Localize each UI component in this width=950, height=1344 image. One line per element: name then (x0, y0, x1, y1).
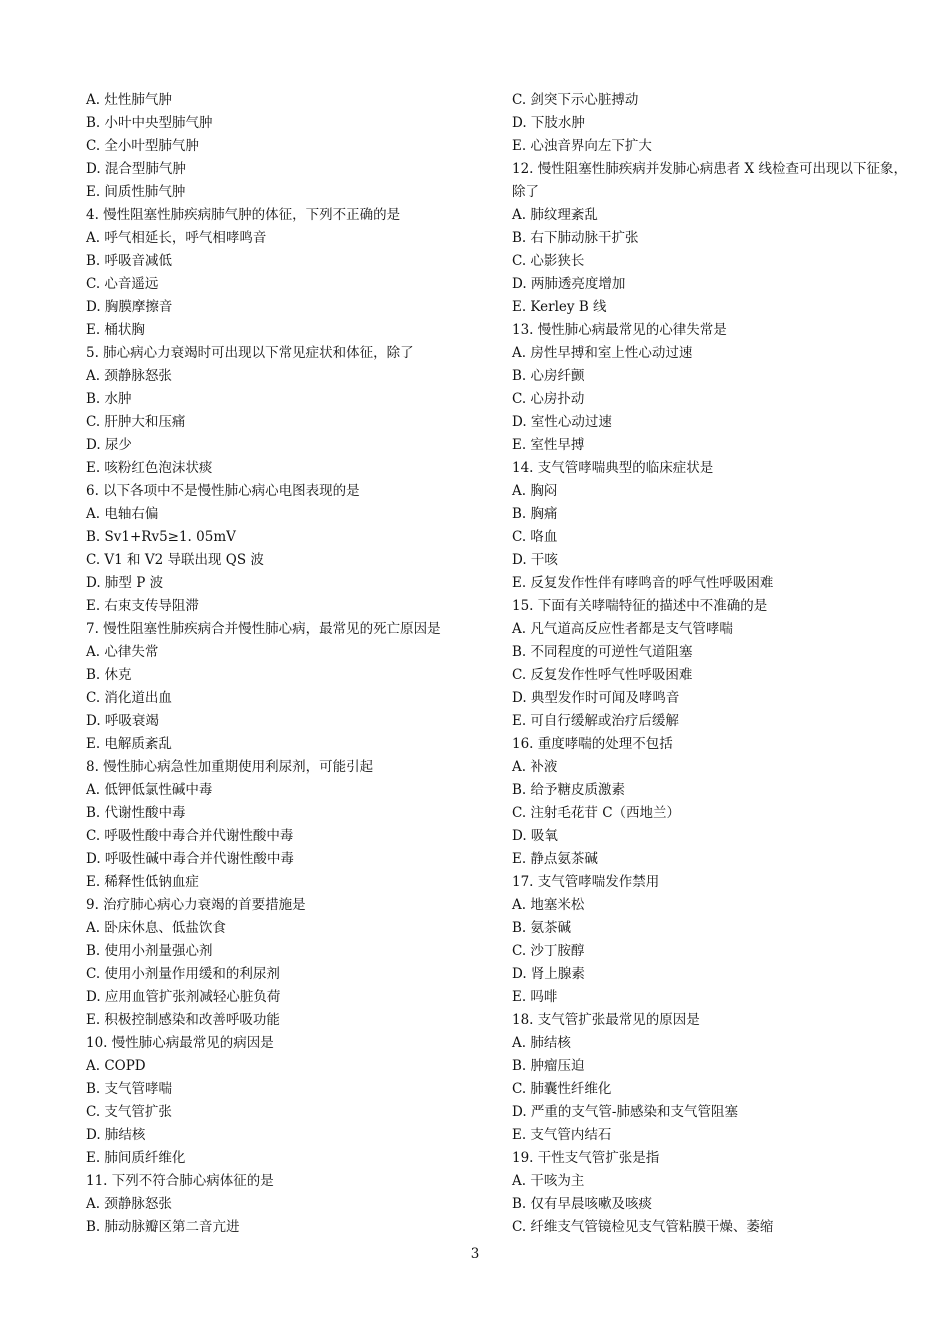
answer-option: C. 支气管扩张 (86, 1104, 172, 1120)
question-text: 7. 慢性阻塞性肺疾病合并慢性肺心病，最常见的死亡原因是 (86, 621, 441, 637)
answer-option: D. 下肢水肿 (512, 115, 585, 131)
answer-option: B. 代谢性酸中毒 (86, 805, 186, 821)
question-text: 10. 慢性肺心病最常见的病因是 (86, 1035, 274, 1051)
answer-option: C. 沙丁胺醇 (512, 943, 585, 959)
answer-option: A. 房性早搏和室上性心动过速 (512, 345, 693, 361)
answer-option: B. 给予糖皮质激素 (512, 782, 626, 798)
answer-option: B. Sv1+Rv5≥1. 05mV (86, 529, 236, 545)
answer-option: D. 典型发作时可闻及哮鸣音 (512, 690, 680, 706)
answer-option: C. 呼吸性酸中毒合并代谢性酸中毒 (86, 828, 294, 844)
question-text: 5. 肺心病心力衰竭时可出现以下常见症状和体征，除了 (86, 345, 414, 361)
answer-option: B. 氨茶碱 (512, 920, 572, 936)
answer-option: C. 肺囊性纤维化 (512, 1081, 612, 1097)
answer-option: B. 心房纤颤 (512, 368, 585, 384)
answer-option: D. 干咳 (512, 552, 558, 568)
answer-option: A. 干咳为主 (512, 1173, 585, 1189)
question-text: 4. 慢性阻塞性肺疾病肺气肿的体征，下列不正确的是 (86, 207, 401, 223)
question-text: 16. 重度哮喘的处理不包括 (512, 736, 673, 752)
answer-option: A. 肺结核 (512, 1035, 571, 1051)
answer-option: A. 地塞米松 (512, 897, 585, 913)
answer-option: A. 卧床休息、低盐饮食 (86, 920, 226, 936)
answer-option: B. 肺动脉瓣区第二音亢进 (86, 1219, 240, 1235)
answer-option: E. 积极控制感染和改善呼吸功能 (86, 1012, 280, 1028)
question-text: 17. 支气管哮喘发作禁用 (512, 874, 660, 890)
answer-option: B. 水肿 (86, 391, 132, 407)
answer-option: A. 心律失常 (86, 644, 159, 660)
answer-option: E. 支气管内结石 (512, 1127, 612, 1143)
left-column (86, 89, 486, 1239)
answer-option: A. 呼气相延长，呼气相哮鸣音 (86, 230, 267, 246)
answer-option: D. 肾上腺素 (512, 966, 585, 982)
answer-option: A. 颈静脉怒张 (86, 1196, 172, 1212)
answer-option: A. 胸闷 (512, 483, 558, 499)
answer-option: E. 心浊音界向左下扩大 (512, 138, 652, 154)
answer-option: C. 使用小剂量作用缓和的利尿剂 (86, 966, 280, 982)
answer-option: E. 肺间质纤维化 (86, 1150, 186, 1166)
answer-option: D. 肺型 P 波 (86, 575, 164, 591)
question-text: 12. 慢性阻塞性肺疾病并发肺心病患者 X 线检查可出现以下征象，除了 (512, 161, 907, 200)
answer-option: B. 肿瘤压迫 (512, 1058, 585, 1074)
answer-option: C. 全小叶型肺气肿 (86, 138, 199, 154)
answer-option: C. 注射毛花苷 C（西地兰） (512, 805, 681, 821)
question-text: 18. 支气管扩张最常见的原因是 (512, 1012, 700, 1028)
answer-option: E. Kerley B 线 (512, 299, 607, 315)
answer-option: E. 静点氨茶碱 (512, 851, 598, 867)
answer-option: D. 呼吸性碱中毒合并代谢性酸中毒 (86, 851, 294, 867)
answer-option: C. 反复发作性呼气性呼吸困难 (512, 667, 693, 683)
answer-option: C. 心影狭长 (512, 253, 585, 269)
answer-option: B. 休克 (86, 667, 132, 683)
answer-option: B. 不同程度的可逆性气道阻塞 (512, 644, 693, 660)
answer-option: E. 右束支传导阻滞 (86, 598, 199, 614)
answer-option: B. 仅有早晨咳嗽及咳痰 (512, 1196, 653, 1212)
answer-option: E. 室性早搏 (512, 437, 585, 453)
answer-option: C. 心音遥远 (86, 276, 159, 292)
answer-option: C. 心房扑动 (512, 391, 585, 407)
answer-option: C. 剑突下示心脏搏动 (512, 92, 639, 108)
answer-option: E. 间质性肺气肿 (86, 184, 186, 200)
answer-option: A. 凡气道高反应性者都是支气管哮喘 (512, 621, 733, 637)
answer-option: E. 电解质紊乱 (86, 736, 172, 752)
answer-option: C. 纤维支气管镜检见支气管粘膜干燥、萎缩 (512, 1219, 774, 1235)
answer-option: C. 肝肿大和压痛 (86, 414, 186, 430)
answer-option: E. 可自行缓解或治疗后缓解 (512, 713, 679, 729)
answer-option: E. 反复发作性伴有哮鸣音的呼气性呼吸困难 (512, 575, 774, 591)
answer-option: A. 补液 (512, 759, 558, 775)
answer-option: B. 呼吸音减低 (86, 253, 173, 269)
answer-option: B. 右下肺动脉干扩张 (512, 230, 639, 246)
answer-option: E. 咳粉红色泡沫状痰 (86, 460, 213, 476)
answer-option: B. 胸痛 (512, 506, 558, 522)
answer-option: C. 消化道出血 (86, 690, 172, 706)
answer-option: A. 低钾低氯性碱中毒 (86, 782, 213, 798)
answer-option: D. 应用血管扩张剂减轻心脏负荷 (86, 989, 281, 1005)
answer-option: D. 呼吸衰竭 (86, 713, 159, 729)
right-column (512, 89, 912, 1239)
answer-option: E. 吗啡 (512, 989, 558, 1005)
answer-option: D. 胸膜摩擦音 (86, 299, 173, 315)
answer-option: D. 室性心动过速 (512, 414, 612, 430)
answer-option: D. 肺结核 (86, 1127, 146, 1143)
answer-option: A. 电轴右偏 (86, 506, 159, 522)
answer-option: E. 稀释性低钠血症 (86, 874, 199, 890)
answer-option: D. 尿少 (86, 437, 132, 453)
answer-option: A. 灶性肺气肿 (86, 92, 172, 108)
answer-option: D. 严重的支气管-肺感染和支气管阻塞 (512, 1104, 738, 1120)
answer-option: E. 桶状胸 (86, 322, 145, 338)
question-text: 19. 干性支气管扩张是指 (512, 1150, 660, 1166)
answer-option: B. 支气管哮喘 (86, 1081, 173, 1097)
answer-option: A. COPD (86, 1058, 146, 1074)
question-text: 13. 慢性肺心病最常见的心律失常是 (512, 322, 727, 338)
page-number: 3 (470, 1246, 480, 1262)
answer-option: B. 使用小剂量强心剂 (86, 943, 213, 959)
question-text: 9. 治疗肺心病心力衰竭的首要措施是 (86, 897, 306, 913)
answer-option: D. 两肺透亮度增加 (512, 276, 626, 292)
answer-option: B. 小叶中央型肺气肿 (86, 115, 213, 131)
answer-option: C. 咯血 (512, 529, 558, 545)
question-text: 8. 慢性肺心病急性加重期使用利尿剂，可能引起 (86, 759, 374, 775)
question-text: 11. 下列不符合肺心病体征的是 (86, 1173, 274, 1189)
question-text: 6. 以下各项中不是慢性肺心病心电图表现的是 (86, 483, 360, 499)
answer-option: D. 吸氧 (512, 828, 558, 844)
answer-option: D. 混合型肺气肿 (86, 161, 186, 177)
answer-option: C. V1 和 V2 导联出现 QS 波 (86, 552, 264, 568)
question-text: 15. 下面有关哮喘特征的描述中不准确的是 (512, 598, 768, 614)
question-text: 14. 支气管哮喘典型的临床症状是 (512, 460, 714, 476)
answer-option: A. 颈静脉怒张 (86, 368, 172, 384)
answer-option: A. 肺纹理紊乱 (512, 207, 598, 223)
